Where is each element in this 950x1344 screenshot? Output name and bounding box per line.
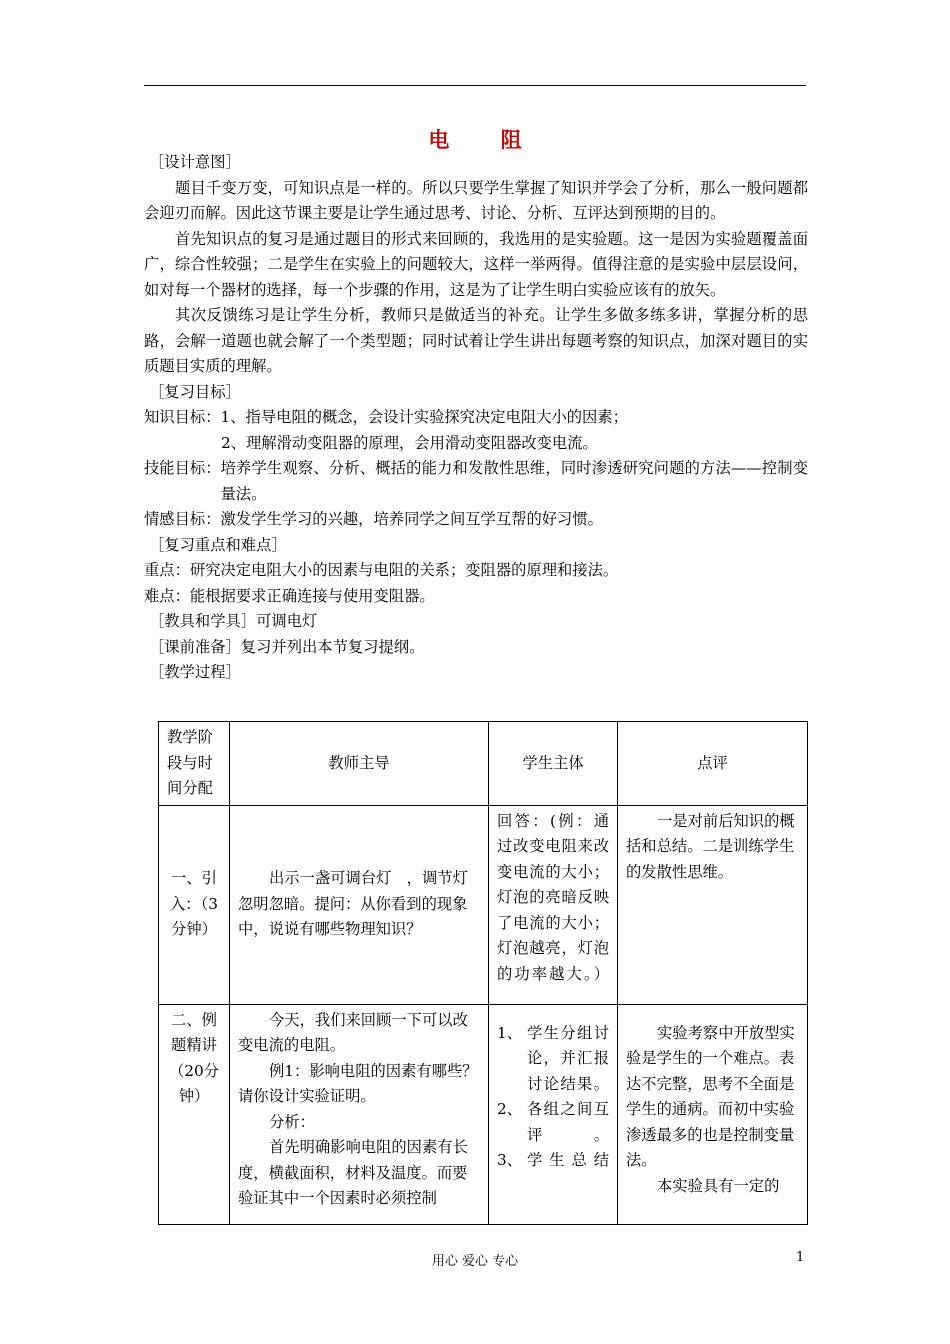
design-heading: ［设计意图］ (149, 153, 241, 171)
knowledge-item: 1、指导电阻的概念，会设计实验探究决定电阻大小的因素； (220, 408, 628, 426)
document-body (144, 150, 808, 686)
table-row (159, 805, 808, 1004)
student-cell (489, 1004, 618, 1224)
skill-label: 技能目标： (144, 459, 221, 477)
student-steps (497, 1021, 609, 1174)
header-student: 学生主体 (489, 722, 618, 806)
teacher-cell (230, 1004, 489, 1224)
skill-goal (144, 456, 808, 507)
comment-line: 本实验具有一定的 (657, 1176, 780, 1195)
step-number: 2、 (497, 1100, 523, 1118)
step-text: 学生总结 (527, 1151, 609, 1169)
prep-line (144, 635, 808, 661)
list-item (497, 1097, 609, 1148)
header-comment: 点评 (618, 722, 808, 806)
step-number: 1、 (497, 1023, 523, 1042)
emotion-goal (144, 507, 808, 533)
teacher-line: 分析： (269, 1112, 315, 1131)
comment-cell (618, 1004, 808, 1224)
student-cell: 回答：(例：通过改变电阻来改变电流的大小；灯泡的亮暗反映了电流的大小；灯泡越亮，灯泡的功率越大。） (489, 805, 618, 1004)
teacher-line: 例1：影响电阻的因素有哪些？请你设计实验证明。 (238, 1061, 478, 1105)
knowledge-label: 知识目标： (144, 408, 221, 426)
list-item (497, 1148, 609, 1174)
comment-line: 实验考察中开放型实验是学生的一个难点。表达不完整，思考不全面是学生的通病。而初中实验渗透最多的也是控制变量法。 (626, 1023, 795, 1169)
difficulty-label: 难点： (144, 586, 190, 605)
focus-point (144, 558, 808, 584)
focus-label: 重点： (144, 561, 190, 579)
design-paragraph: 其次反馈练习是让学生分析，教师只是做适当的补充。让学生多做多练多讲，掌握分析的思路，会解一道题也就会解了一个类型题；同时试着让学生讲出每题考察的知识点，加深对题目的实质题目实质的理解。 (144, 306, 808, 375)
knowledge-goal (144, 405, 808, 431)
emotion-label: 情感目标： (144, 510, 221, 528)
step-text: 学生分组讨论，并汇报讨论结果。 (527, 1023, 609, 1093)
tools-heading: ［教具和学具］ (149, 612, 257, 630)
list-item (497, 1021, 609, 1098)
tools-text: 可调电灯 (256, 612, 318, 630)
header-teacher: 教师主导 (230, 722, 489, 806)
header-rule (144, 85, 806, 86)
process-heading: ［教学过程］ (149, 663, 241, 681)
stage-cell: 二、例题精讲（20分钟） (159, 1004, 230, 1224)
knowledge-item: 2、理解滑动变阻器的原理，会用滑动变阻器改变电流。 (221, 433, 598, 452)
comment-cell: 一是对前后知识的概括和总结。二是训练学生的发散性思维。 (618, 805, 808, 1004)
design-paragraph: 首先知识点的复习是通过题目的形式来回顾的，我选用的是实验题。这一是因为实验题覆盖面广，综合性较强；二是学生在实验上的问题较大，这样一举两得。值得注意的是实验中层层设问，如对每一个器材的选择，每一个步骤的作用，这是为了让学生明白实验应该有的放矢。 (144, 229, 808, 299)
difficulty-text: 能根据要求正确连接与使用变阻器。 (189, 586, 435, 605)
step-text: 各组之间互评。 (527, 1100, 609, 1144)
prep-heading: ［课前准备］ (149, 637, 241, 656)
table-row (159, 1004, 808, 1224)
header-stage: 教学阶段与时间分配 (159, 722, 230, 806)
tools-line (144, 609, 808, 635)
teaching-process-table (158, 721, 808, 1225)
page-title: 电 阻 (428, 127, 544, 152)
emotion-text: 激发学生学习的兴趣，培养同学之间互学互帮的好习惯。 (220, 510, 603, 528)
stage-cell: 一、引入：（3分钟） (159, 805, 230, 1004)
goals-heading: ［复习目标］ (149, 382, 241, 401)
page-number: 1 (796, 1250, 805, 1265)
teacher-cell: 出示一盏可调台灯 ，调节灯忽明忽暗。提问：从你看到的现象中，说说有哪些物理知识？ (230, 805, 489, 1004)
difficulty-point (144, 584, 808, 610)
keypoints-heading: ［复习重点和难点］ (149, 535, 287, 554)
teacher-line: 首先明确影响电阻的因素有长度，横截面积，材料及温度。而要验证其中一个因素时必须控制 (238, 1138, 468, 1207)
teacher-line: 今天，我们来回顾一下可以改变电流的电阻。 (238, 1010, 468, 1054)
step-number: 3、 (497, 1151, 523, 1169)
skill-text: 培养学生观察、分析、概括的能力和发散性思维，同时渗透研究问题的方法——控制变量法。 (220, 459, 808, 503)
prep-text: 复习并列出本节复习提纲。 (240, 637, 425, 656)
focus-text: 研究决定电阻大小的因素与电阻的关系；变阻器的原理和接法。 (189, 561, 619, 579)
table-header-row (159, 722, 808, 806)
footer-motto: 用心 爱心 专心 (431, 1254, 519, 1269)
design-paragraph: 题目千变万变，可知识点是一样的。所以只要学生掌握了知识并学会了分析，那么一般问题都会迎刃而解。因此这节课主要是让学生通过思考、讨论、分析、互评达到预期的目的。 (144, 178, 808, 222)
